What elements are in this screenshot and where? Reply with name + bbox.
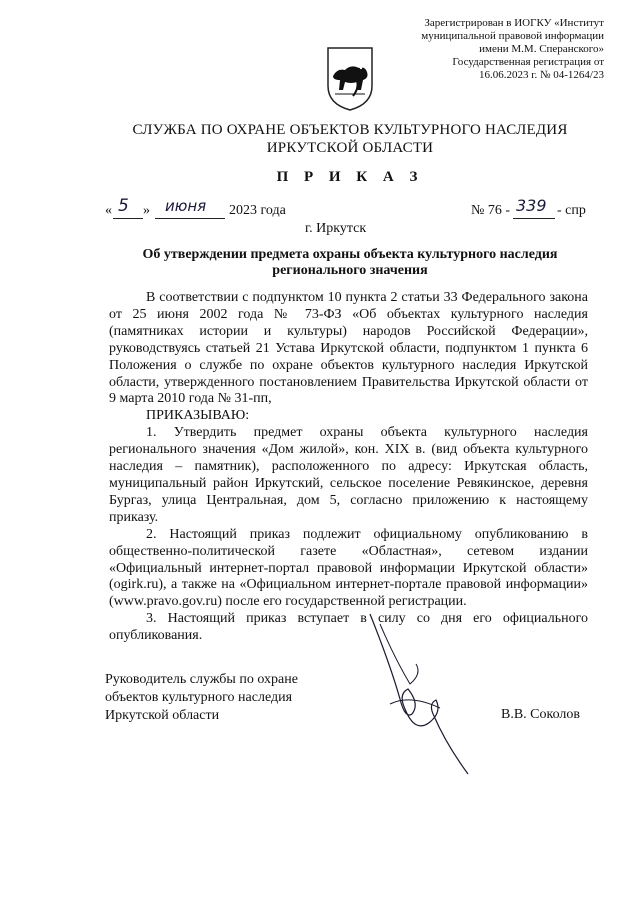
signatory-name: В.В. Соколов	[501, 707, 581, 722]
registration-line: Зарегистрирован в ИОГКУ «Институт	[424, 17, 604, 29]
day-underline	[113, 218, 143, 219]
signatory-title	[105, 671, 345, 725]
order-item-3: 3. Настоящий приказ вступает в силу со дня его официального опубликования.	[109, 611, 588, 644]
organization-line2: ИРКУТСКОЙ ОБЛАСТИ	[266, 140, 434, 156]
city: г. Иркутск	[305, 221, 367, 236]
registration-stamp	[384, 17, 604, 82]
order-subject	[80, 247, 620, 279]
order-body	[109, 290, 588, 645]
date-quote-close: »	[143, 203, 150, 218]
date-year: 2023 года	[229, 203, 286, 218]
order-title: П Р И К А З	[276, 169, 424, 185]
preamble-paragraph: В соответствии с подпунктом 10 пункта 2 статьи 33 Федерального закона от 25 июня 2002 года № 73-ФЗ «Об объектах культурного наследия (памятниках истории и культуры) народов Российской Федерации», руководствуясь статьей 21 Устава Иркутской области, подпунктом 1 пункта 6 Положения о службе по охране объектов культурного наследия Иркутской области, утвержденного постановлением Правительства Иркутской области от 9 марта 2010 года № 31-пп,	[109, 290, 588, 407]
registration-line: муниципальной правовой информации	[421, 30, 604, 42]
subject-line1: Об утверждении предмета охраны объекта культурного наследия	[142, 247, 558, 262]
registration-line: 16.06.2023 г. № 04-1264/23	[479, 69, 604, 81]
irkutsk-coat-of-arms-icon	[325, 46, 375, 112]
order-number: 339	[516, 196, 547, 215]
signatory-line3: Иркутской области	[105, 708, 220, 723]
subject-line2: регионального значения	[272, 263, 428, 278]
date-day: 5	[118, 196, 129, 216]
month-underline	[155, 218, 225, 219]
order-dateline	[105, 196, 595, 222]
registration-line: имени М.М. Сперанского»	[479, 43, 604, 55]
order-item-1: 1. Утвердить предмет охраны объекта культурного наследия регионального значения «Дом жилой», кон. XIX в. (вид объекта культурного наследия – памятник), расположенного по адресу: Иркутская область, муниципальный район Иркутский, сельское поселение Ревякинское, деревня Бургаз, улица Центральная, дом 5, согласно приложению к настоящему приказу.	[109, 425, 588, 525]
signatory-line2: объектов культурного наследия	[105, 690, 293, 705]
date-month: июня	[165, 197, 207, 215]
organization-name	[60, 121, 640, 157]
date-quote-open: «	[105, 203, 112, 218]
order-number-suffix: - спр	[557, 203, 586, 218]
signatory-line1: Руководитель службы по охране	[105, 672, 298, 687]
order-item-2: 2. Настоящий приказ подлежит официальному опубликованию в общественно-политической газете «Областная», сетевом издании «Официальный интернет-портал правовой информации Иркутской области» (ogirk.ru), а также на «Официальном интернет-портале правовой информации» (www.pravo.gov.ru) после его государственной регистрации.	[109, 526, 588, 610]
order-word: ПРИКАЗЫВАЮ:	[146, 408, 250, 424]
organization-line1: СЛУЖБА ПО ОХРАНЕ ОБЪЕКТОВ КУЛЬТУРНОГО НАСЛЕДИЯ	[132, 122, 568, 138]
number-underline	[513, 218, 555, 219]
order-number-prefix: № 76 -	[471, 203, 511, 218]
registration-line: Государственная регистрация от	[452, 56, 604, 68]
handwritten-signature-icon	[350, 604, 490, 784]
